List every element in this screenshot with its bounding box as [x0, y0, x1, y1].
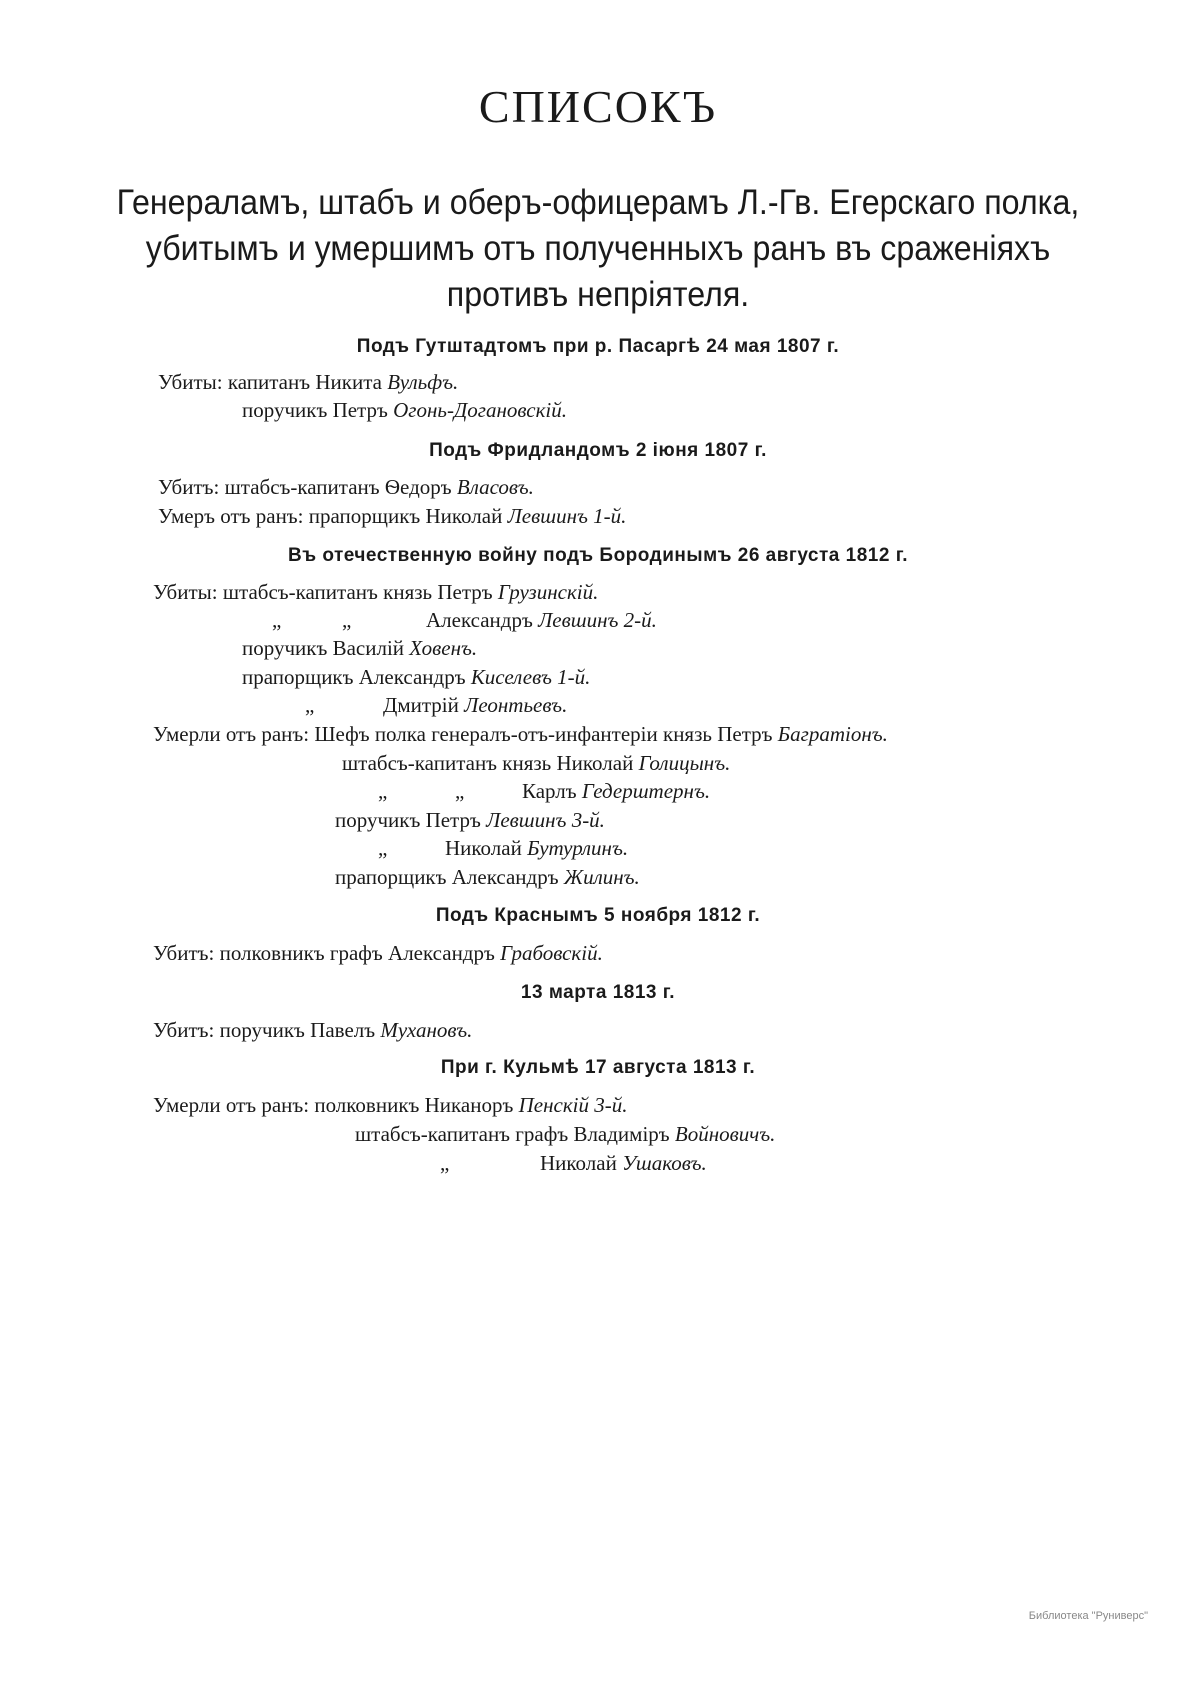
section-heading: При г. Кульмѣ 17 августа 1813 г. [440, 1057, 756, 1078]
entry-line [158, 504, 626, 529]
entry-surname: Киселевъ 1-й. [470, 665, 591, 689]
entry-surname: Ушаковъ. [622, 1151, 707, 1175]
entry-surname: Бутурлинъ. [527, 836, 629, 860]
entry-rank: Карлъ [522, 779, 577, 803]
ditto-mark: „ [455, 779, 465, 803]
subtitle-line: Генераламъ, штабъ и оберъ-офицерамъ Л.-Гв. Егерскаго полка, [116, 183, 1080, 222]
entry-line [242, 398, 567, 423]
section-heading: 13 марта 1813 г. [520, 982, 676, 1003]
entry-surname: Гедерштернъ. [581, 779, 711, 803]
ditto-mark: „ [305, 693, 315, 717]
entry-label: Убитъ: [153, 941, 215, 965]
ditto-mark: „ [440, 1151, 450, 1175]
entry-line [158, 475, 534, 500]
entry-label: Умерли отъ ранъ: [153, 722, 310, 746]
entry-surname: Левшинъ 1-й. [507, 504, 627, 528]
section-heading: Подъ Краснымъ 5 ноября 1812 г. [435, 905, 761, 926]
entry-label: Умеръ отъ ранъ: [158, 504, 304, 528]
entry-label: Убитъ: [158, 475, 220, 499]
entry-surname: Мухановъ. [380, 1018, 473, 1042]
entry-surname: Жилинъ. [563, 865, 640, 889]
entry-rank: поручикъ Петръ [242, 398, 388, 422]
entry-rank: полковникъ графъ Александръ [219, 941, 495, 965]
section-heading: Подъ Гутштадтомъ при р. Пасаргѣ 24 мая 1807 г. [356, 336, 840, 357]
entry-line [445, 836, 628, 861]
section-heading: Подъ Фридландомъ 2 іюня 1807 г. [429, 440, 767, 461]
entry-label: Убитъ: [153, 1018, 215, 1042]
entry-surname: Огонь-Догановскій. [393, 398, 567, 422]
entry-rank: полковникъ Никаноръ [314, 1093, 514, 1117]
entry-surname: Вульфъ. [387, 370, 459, 394]
entry-line [335, 865, 640, 890]
entry-surname: Левшинъ 2-й. [538, 608, 657, 632]
page-title: СПИСОКЪ [478, 81, 718, 132]
entry-line [426, 608, 657, 633]
entry-surname: Войновичъ. [674, 1122, 776, 1146]
entry-rank: капитанъ Никита [227, 370, 382, 394]
entry-surname: Ховенъ. [409, 636, 478, 660]
entry-line [153, 580, 598, 605]
entry-label: Убиты: [153, 580, 218, 604]
entry-line [540, 1151, 707, 1176]
entry-rank: Николай [445, 836, 522, 860]
entry-surname: Пенскій 3-й. [518, 1093, 628, 1117]
subtitle-line: противъ непріятеля. [446, 275, 750, 314]
entry-rank: прапорщикъ Николай [308, 504, 503, 528]
entry-line [355, 1122, 775, 1147]
entry-rank: штабсъ-капитанъ Ѳедоръ [224, 475, 452, 499]
entry-line [383, 693, 567, 718]
entry-line [335, 808, 605, 833]
page-subtitle [48, 180, 1148, 318]
entry-rank: Николай [540, 1151, 617, 1175]
entry-surname: Левшинъ 3-й. [486, 808, 605, 832]
entry-line [522, 779, 710, 804]
entry-rank: Шефъ полка генералъ-отъ-инфантеріи князь Петръ [314, 722, 773, 746]
entry-line [153, 1018, 472, 1043]
entry-rank: прапорщикъ Александръ [335, 865, 559, 889]
entry-surname: Голицынъ. [638, 751, 731, 775]
entry-rank: поручикъ Василій [242, 636, 405, 660]
section-heading: Въ отечественную войну подъ Бородинымъ 26 августа 1812 г. [287, 545, 908, 566]
entry-line [242, 636, 477, 661]
entry-label: Умерли отъ ранъ: [153, 1093, 310, 1117]
library-credit: Библиотека "Руниверс" [1028, 1610, 1148, 1622]
entry-rank: штабсъ-капитанъ графъ Владиміръ [355, 1122, 670, 1146]
entry-surname: Багратіонъ. [777, 722, 888, 746]
entry-line [158, 370, 458, 395]
entry-line [342, 751, 730, 776]
entry-rank: поручикъ Петръ [335, 808, 481, 832]
entry-rank: штабсъ-капитанъ князь Петръ [222, 580, 493, 604]
ditto-mark: „ [378, 836, 388, 860]
entry-surname: Власовъ. [456, 475, 534, 499]
entry-surname: Грабовскій. [500, 941, 603, 965]
entry-line [242, 665, 590, 690]
entry-line [153, 1093, 627, 1118]
entry-surname: Леонтьевъ. [464, 693, 568, 717]
subtitle-line: убитымъ и умершимъ отъ полученныхъ ранъ въ сраженіяхъ [145, 229, 1051, 268]
entry-rank: Дмитрій [383, 693, 459, 717]
entry-rank: прапорщикъ Александръ [242, 665, 466, 689]
ditto-mark: „ [342, 608, 352, 632]
entry-rank: Александръ [426, 608, 533, 632]
ditto-mark: „ [378, 779, 388, 803]
entry-line [153, 941, 603, 966]
entry-surname: Грузинскій. [497, 580, 599, 604]
entry-label: Убиты: [158, 370, 223, 394]
entry-rank: штабсъ-капитанъ князь Николай [342, 751, 634, 775]
entry-line [153, 722, 888, 747]
ditto-mark: „ [272, 608, 282, 632]
entry-rank: поручикъ Павелъ [219, 1018, 376, 1042]
